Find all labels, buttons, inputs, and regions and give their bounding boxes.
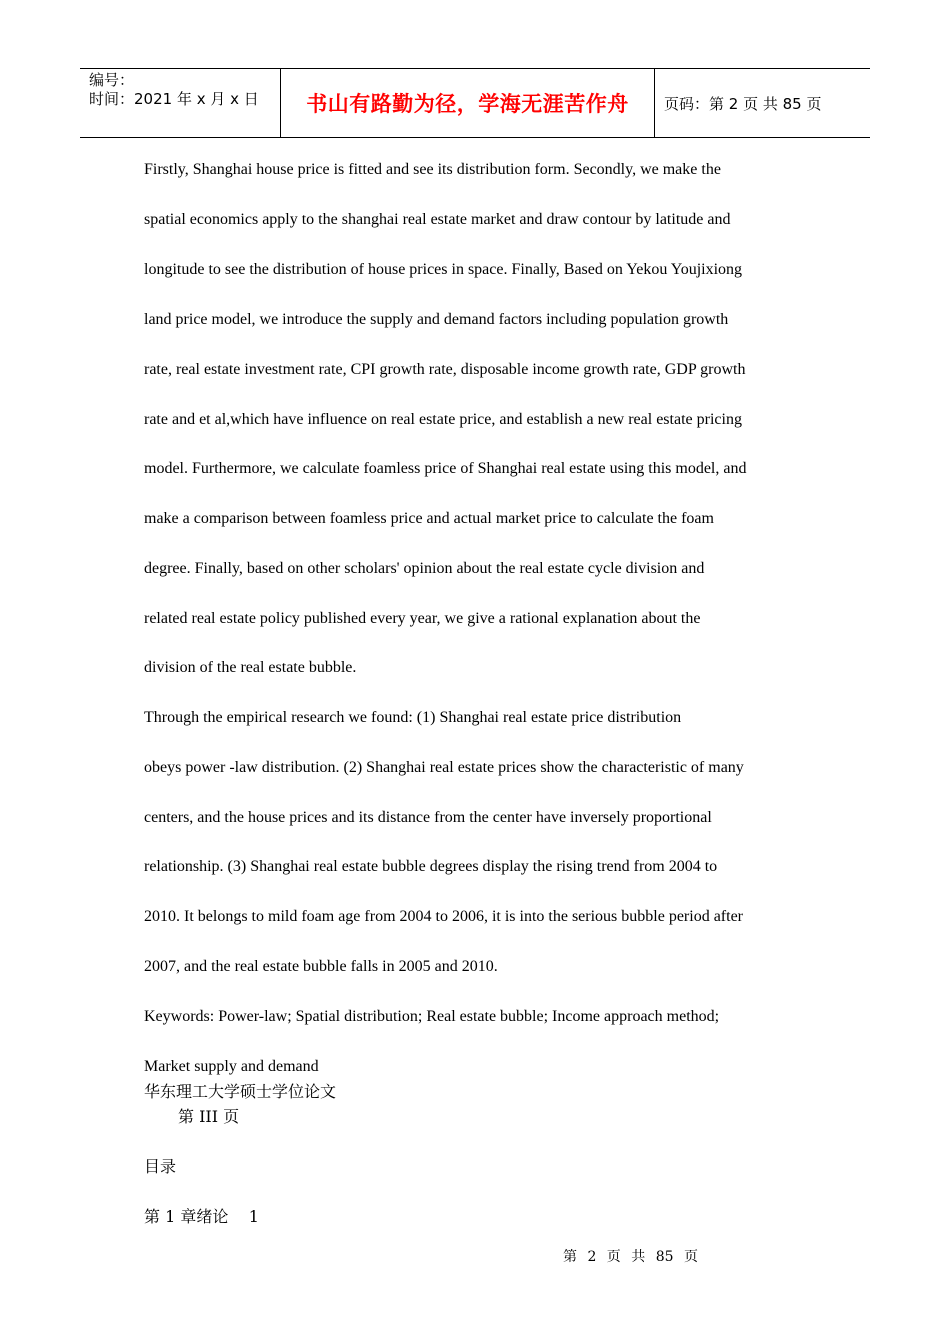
roman-page-number: 第 III 页: [178, 1107, 240, 1126]
abstract-line: division of the real estate bubble.: [144, 659, 357, 676]
abstract-line: make a comparison between foamless price and actual market price to calculate the foam: [144, 510, 714, 527]
abstract-line: rate and et al,which have influence on real estate price, and establish a new real estate pricing: [144, 411, 742, 428]
findings-line: 2010. It belongs to mild foam age from 2004 to 2006, it is into the serious bubble period after: [144, 908, 744, 925]
abstract-line: longitude to see the distribution of house prices in space. Finally, Based on Yekou Youjixiong: [144, 261, 743, 278]
thesis-label: 华东理工大学硕士学位论文: [144, 1082, 337, 1101]
abstract-line: spatial economics apply to the shanghai real estate market and draw contour by latitude and: [144, 211, 731, 228]
header-number-label: 编号：: [89, 71, 135, 89]
findings-line: Through the empirical research we found: (1) Shanghai real estate price distribution: [144, 709, 682, 726]
abstract-line: rate, real estate investment rate, CPI growth rate, disposable income growth rate, GDP growth: [144, 361, 746, 378]
page-header: [80, 68, 870, 138]
header-time-label: 时间：2021 年 x 月 x 日: [89, 90, 259, 108]
findings-line: relationship. (3) Shanghai real estate bubble degrees display the rising trend from 2004 to: [144, 858, 718, 875]
toc-entry: 第 1 章绪论 1: [144, 1207, 259, 1226]
header-meta: [80, 69, 281, 137]
header-motto: 书山有路勤为径，学海无涯苦作舟: [281, 69, 655, 137]
abstract-line: land price model, we introduce the supply and demand factors including population growth: [144, 311, 729, 328]
abstract-line: degree. Finally, based on other scholars' opinion about the real estate cycle division and: [144, 560, 705, 577]
header-page-info: 页码：第 2 页 共 85 页: [664, 94, 822, 113]
abstract-line: model. Furthermore, we calculate foamless price of Shanghai real estate using this model, and: [144, 460, 747, 477]
findings-line: obeys power -law distribution. (2) Shanghai real estate prices show the characteristic of many: [144, 759, 744, 776]
findings-line: 2007, and the real estate bubble falls in 2005 and 2010.: [144, 958, 498, 975]
page-footer: 第 2 页 共 85 页: [563, 1249, 698, 1265]
toc-title: 目录: [144, 1157, 177, 1176]
abstract-line: Firstly, Shanghai house price is fitted and see its distribution form. Secondly, we make the: [144, 161, 721, 178]
findings-line: centers, and the house prices and its distance from the center have inversely proportional: [144, 809, 712, 826]
abstract-line: related real estate policy published every year, we give a rational explanation about the: [144, 610, 701, 627]
keywords-line: Keywords: Power-law; Spatial distribution; Real estate bubble; Income approach method;: [144, 1008, 720, 1025]
keywords-line: Market supply and demand: [144, 1058, 319, 1075]
